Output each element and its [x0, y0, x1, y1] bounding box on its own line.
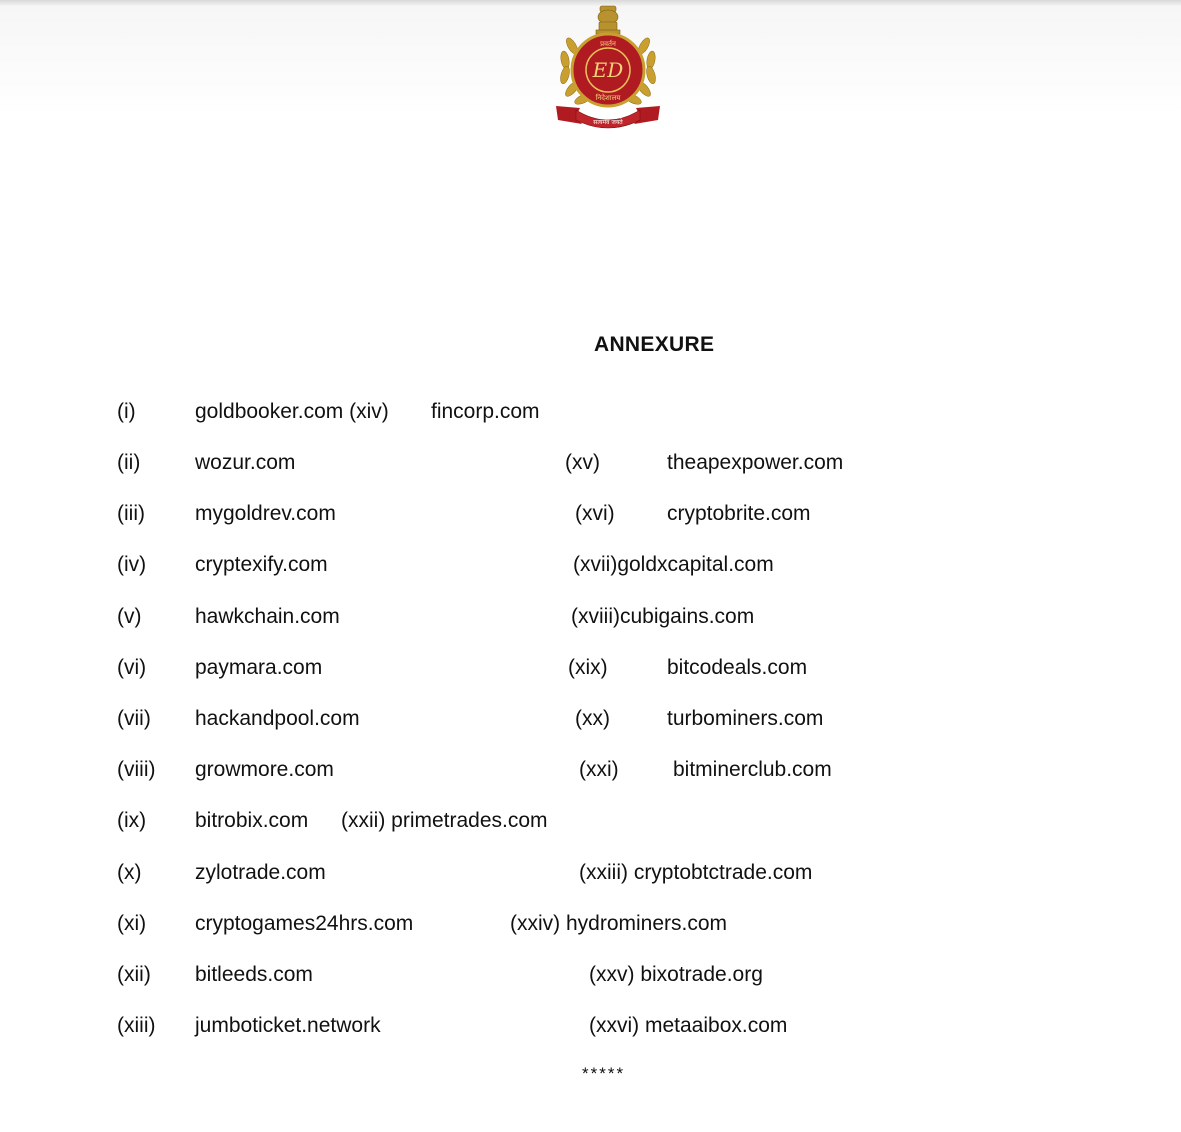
entry-number: (xxi) [579, 758, 619, 781]
entry-website: paymara.com [195, 656, 323, 679]
entry-number: (xvi) [575, 502, 615, 525]
entry-website: cryptogames24hrs.com [195, 912, 414, 935]
entry-number: (x) [117, 861, 142, 884]
entry-number: (i) [117, 400, 136, 423]
seal-monogram: ED [592, 58, 624, 82]
entry-website: cryptexify.com [195, 553, 328, 576]
entry-website: (xxii) primetrades.com [341, 809, 548, 832]
entry-website: zylotrade.com [195, 861, 326, 884]
entry-website: (xvii)goldxcapital.com [573, 553, 774, 576]
entry-website: cryptobrite.com [667, 502, 811, 525]
entry-number: (iii) [117, 502, 145, 525]
seal-bottom-text: निदेशालय [595, 94, 621, 102]
entry-website: mygoldrev.com [195, 502, 336, 525]
entry-website: turbominers.com [667, 707, 824, 730]
entry-number: (xv) [565, 451, 600, 474]
entry-number: (xii) [117, 963, 151, 986]
entry-website: theapexpower.com [667, 451, 844, 474]
entry-website: hawkchain.com [195, 605, 340, 628]
entry-number: (iv) [117, 553, 147, 576]
entry-website: bitrobix.com [195, 809, 309, 832]
entry-website: growmore.com [195, 758, 334, 781]
entry-website: (xxvi) metaaibox.com [589, 1014, 788, 1037]
entry-website: bitleeds.com [195, 963, 313, 986]
entry-number: (ii) [117, 451, 141, 474]
ribbon-text: सत्यमेव जयते [593, 119, 623, 126]
annexure-heading: ANNEXURE [594, 333, 715, 356]
entry-website: jumboticket.network [195, 1014, 381, 1037]
seal-top-text: प्रवर्तन [600, 40, 616, 48]
end-of-document-mark: ***** [582, 1064, 626, 1083]
entry-website: (xviii)cubigains.com [571, 605, 755, 628]
entry-website: bitcodeals.com [667, 656, 808, 679]
entry-number: (xi) [117, 912, 147, 935]
entry-number: (vi) [117, 656, 147, 679]
entry-website: fincorp.com [431, 400, 540, 423]
entry-number: (v) [117, 605, 142, 628]
entry-website: (xxv) bixotrade.org [589, 963, 763, 986]
lion-capital-icon [596, 6, 620, 34]
entry-website: hackandpool.com [195, 707, 360, 730]
ed-seal-logo [550, 2, 666, 132]
entry-number: (xx) [575, 707, 610, 730]
entry-website: (xxiii) cryptobtctrade.com [579, 861, 813, 884]
entry-website: wozur.com [195, 451, 296, 474]
entry-website: goldbooker.com (xiv) [195, 400, 389, 423]
entry-number: (viii) [117, 758, 156, 781]
entry-number: (ix) [117, 809, 147, 832]
entry-number: (xiii) [117, 1014, 156, 1037]
entry-website: bitminerclub.com [673, 758, 832, 781]
entry-number: (vii) [117, 707, 151, 730]
entry-number: (xix) [568, 656, 608, 679]
entry-website: (xxiv) hydrominers.com [510, 912, 728, 935]
